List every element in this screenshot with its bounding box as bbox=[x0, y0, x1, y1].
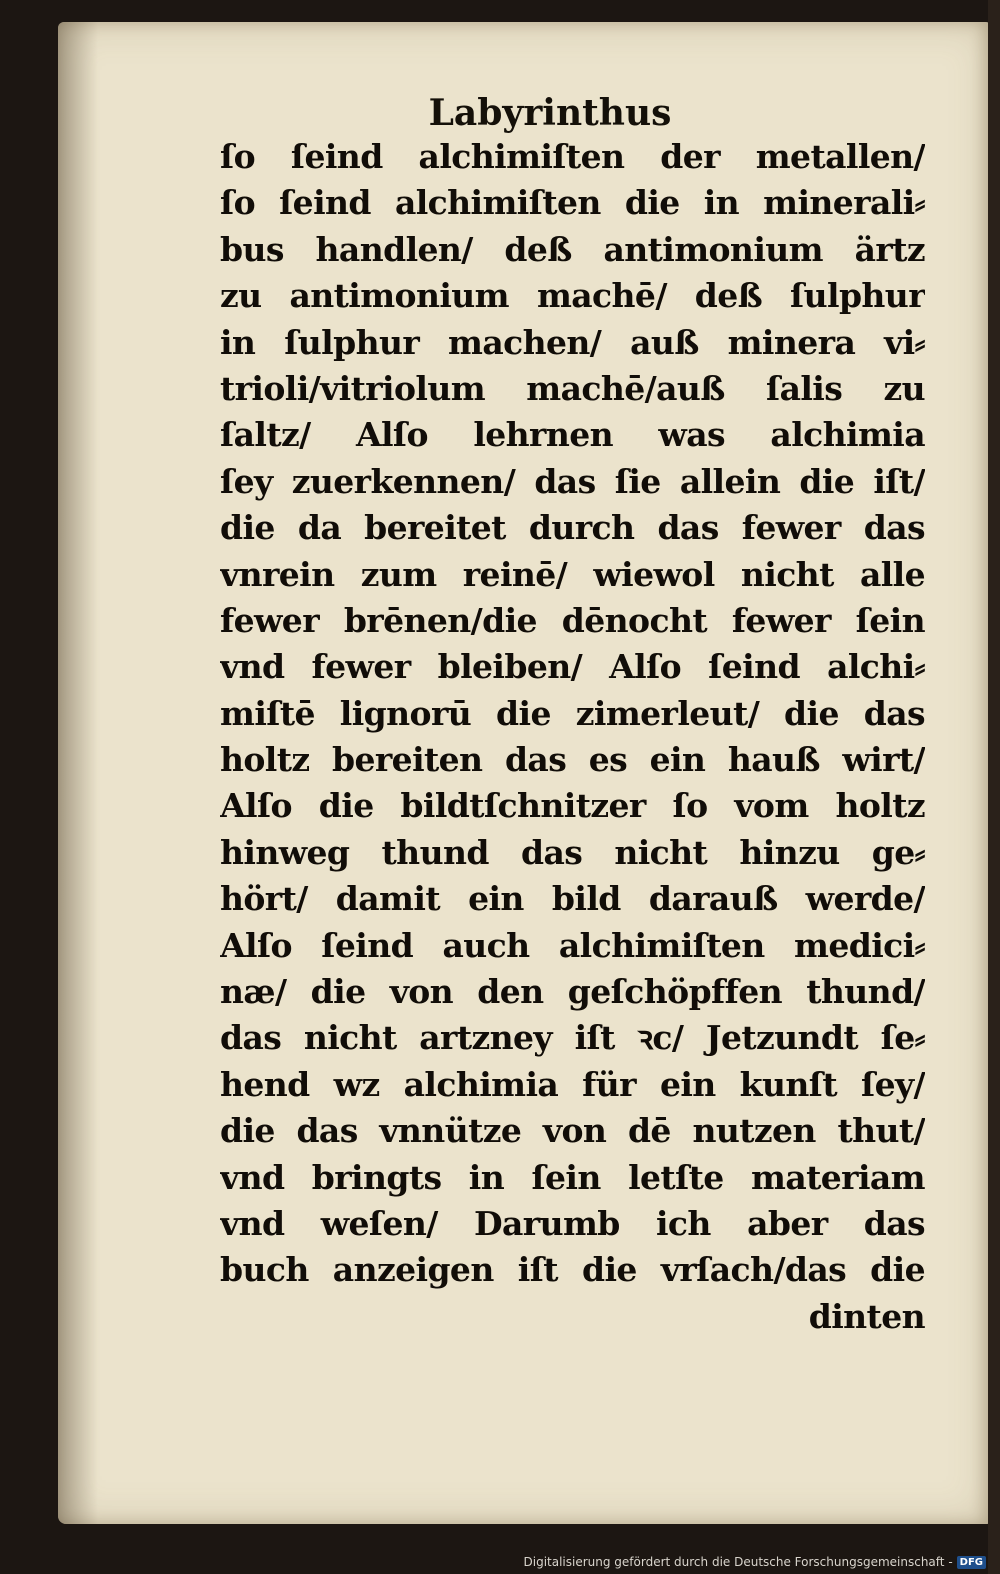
spine-shadow bbox=[58, 22, 98, 1524]
text-line: Alſo die bildtſchnitzer ſo vom holtz bbox=[220, 786, 925, 826]
text-line: hinweg thund das nicht hinzu ge⸗ bbox=[220, 832, 925, 872]
text-line: ſey zuerkennen/ das ſie allein die iſt/ bbox=[220, 461, 925, 501]
body-text bbox=[220, 134, 925, 1340]
text-line: Alſo ſeind auch alchimiſten medici⸗ bbox=[220, 925, 925, 965]
text-line: næ/ die von den geſchöpffen thund/ bbox=[220, 972, 925, 1012]
text-line: bus handlen/ deß antimonium ärtz bbox=[220, 229, 925, 269]
catchword: dinten bbox=[808, 1296, 925, 1336]
text-line: ſo ſeind alchimiſten der metallen/ bbox=[220, 137, 925, 176]
funding-footer bbox=[524, 1552, 987, 1572]
text-line: die da bereitet durch das fewer das bbox=[220, 508, 925, 548]
text-line: hend wz alchimia für ein kunſt ſey/ bbox=[220, 1064, 925, 1104]
text-line: vnd fewer bleiben/ Alſo ſeind alchi⸗ bbox=[220, 647, 925, 687]
text-line: buch anzeigen iſt die vrſach/das die bbox=[220, 1250, 925, 1290]
text-line: hört/ damit ein bild darauß werde/ bbox=[220, 879, 925, 919]
text-line: miſtē lignorū die zimerleut/ die das bbox=[220, 693, 925, 733]
text-line: ſo ſeind alchimiſten die in minerali⸗ bbox=[220, 183, 925, 223]
text-line: in ſulphur machen/ auß minera vi⸗ bbox=[220, 322, 925, 362]
text-line: vnd bringts in ſein letſte materiam bbox=[220, 1157, 925, 1197]
text-line: ſaltz/ Alſo lehrnen was alchimia bbox=[220, 415, 925, 455]
text-line: trioli/vitriolum machē/auß ſalis zu bbox=[220, 368, 925, 408]
text-line: zu antimonium machē/ deß ſulphur bbox=[220, 276, 925, 316]
page-edge bbox=[988, 0, 1000, 1574]
text-line: vnrein zum reinē/ wiewol nicht alle bbox=[220, 554, 925, 594]
text-line: vnd weſen/ Darumb ich aber das bbox=[220, 1203, 925, 1243]
text-line: holtz bereiten das es ein hauß wirt/ bbox=[220, 740, 925, 780]
text-line: die das vnnütze von dē nutzen thut/ bbox=[220, 1111, 925, 1151]
text-line: das nicht artzney iſt ꝛc/ Jetzundt ſe⸗ bbox=[220, 1018, 925, 1058]
dfg-logo: DFG bbox=[957, 1556, 986, 1569]
running-title: Labyrinthus bbox=[428, 92, 672, 134]
funding-note: Digitalisierung gefördert durch die Deutsche Forschungsgemeinschaft - bbox=[523, 1555, 953, 1569]
text-line: fewer brēnen/die dēnocht fewer ſein bbox=[220, 600, 925, 640]
